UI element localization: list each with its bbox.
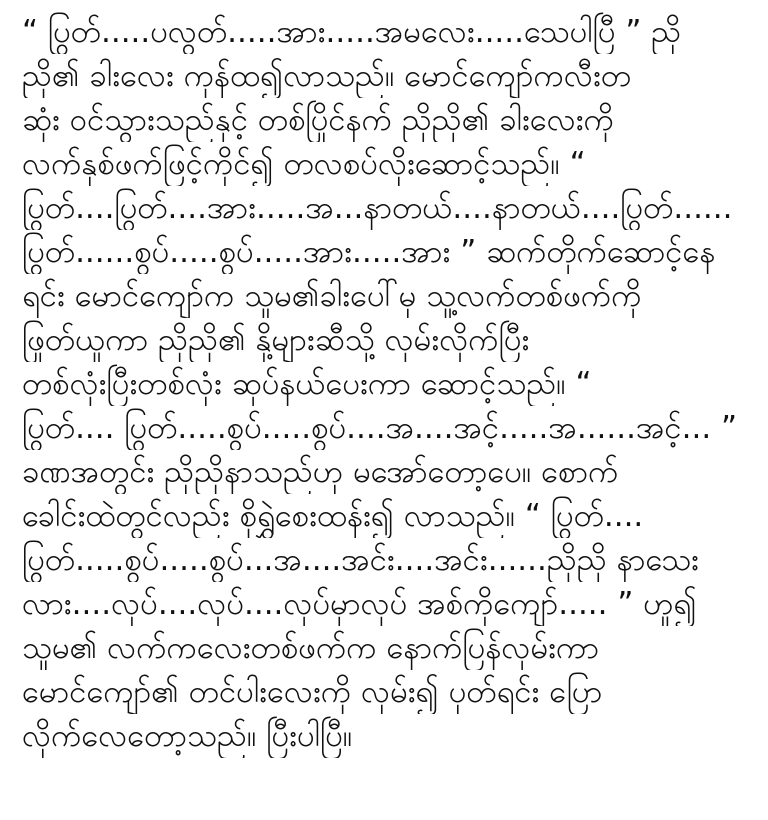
text-line-2: ညို၏ ခါးလေး ကုန်ထ၍လာသည်။ မောင်ကျော်ကလီးတ xyxy=(22,58,631,94)
text-line-14: လား....လုပ်....လုပ်....လုပ်မှာလုပ် အစ်ကိုကျော်..... ” ဟူ၍ xyxy=(22,586,697,622)
text-line-8: ဖြုတ်ယူကာ ညိုညို၏ နို့များဆီသို့ လှမ်းလိုက်ပြီး xyxy=(22,322,530,358)
text-line-3: ဆုံး ဝင်သွားသည်နှင့် တစ်ပြိုင်နက် ညိုညို၏ ခါးလေးကို xyxy=(22,102,614,138)
text-line-1: “ ပြွတ်.....ပလွတ်.....အား.....အမလေး.....သေပါပြီ ” ညို xyxy=(22,14,682,50)
text-line-16: မောင်ကျော်၏ တင်ပါးလေးကို လှမ်း၍ ပုတ်ရင်း ပြော xyxy=(22,674,603,710)
text-line-15: သူမ၏ လက်ကလေးတစ်ဖက်က နောက်ပြန်လှမ်းကာ xyxy=(22,630,600,666)
text-line-9: တစ်လုံးပြီးတစ်လုံး ဆုပ်နယ်ပေးကာ ဆောင့်သည်။ “ xyxy=(22,366,592,402)
text-line-10: ပြွတ်.... ပြွတ်.....စွပ်.....စွပ်....အ....အင့်.....အ......အင့်... ” xyxy=(22,410,738,446)
text-line-17: လိုက်လေတော့သည်။ ပြီးပါပြီ။ xyxy=(22,718,353,754)
text-line-4: လက်နှစ်ဖက်ဖြင့်ကိုင်၍ တလစပ်လိုးဆောင့်သည်။ “ xyxy=(22,146,586,182)
text-line-6: ပြွတ်......စွပ်.....စွပ်.....အား.....အား ” ဆက်တိုက်ဆောင့်နေ xyxy=(22,234,716,270)
text-line-7: ရင်း မောင်ကျော်က သူမ၏ခါးပေါ်မှ သူ့လက်တစ်ဖက်ကို xyxy=(22,278,642,314)
text-line-5: ပြွတ်....ပြွတ်....အား.....အ...နာတယ်....နာတယ်....ပြွတ်...... xyxy=(22,190,733,226)
text-line-11: ခဏအတွင်း ညိုညိုနာသည်ဟု မအော်တော့ပေ။ စောက် xyxy=(22,454,619,490)
text-line-13: ပြွတ်.....စွပ်.....စွပ်...အ....အင်း....အင်း......ညိုညို နာသေး xyxy=(22,542,699,578)
text-line-12: ခေါင်းထဲတွင်လည်း စိုရွှဲစေးထန်း၍ လာသည်။ “ ပြွတ်.... xyxy=(22,498,644,534)
